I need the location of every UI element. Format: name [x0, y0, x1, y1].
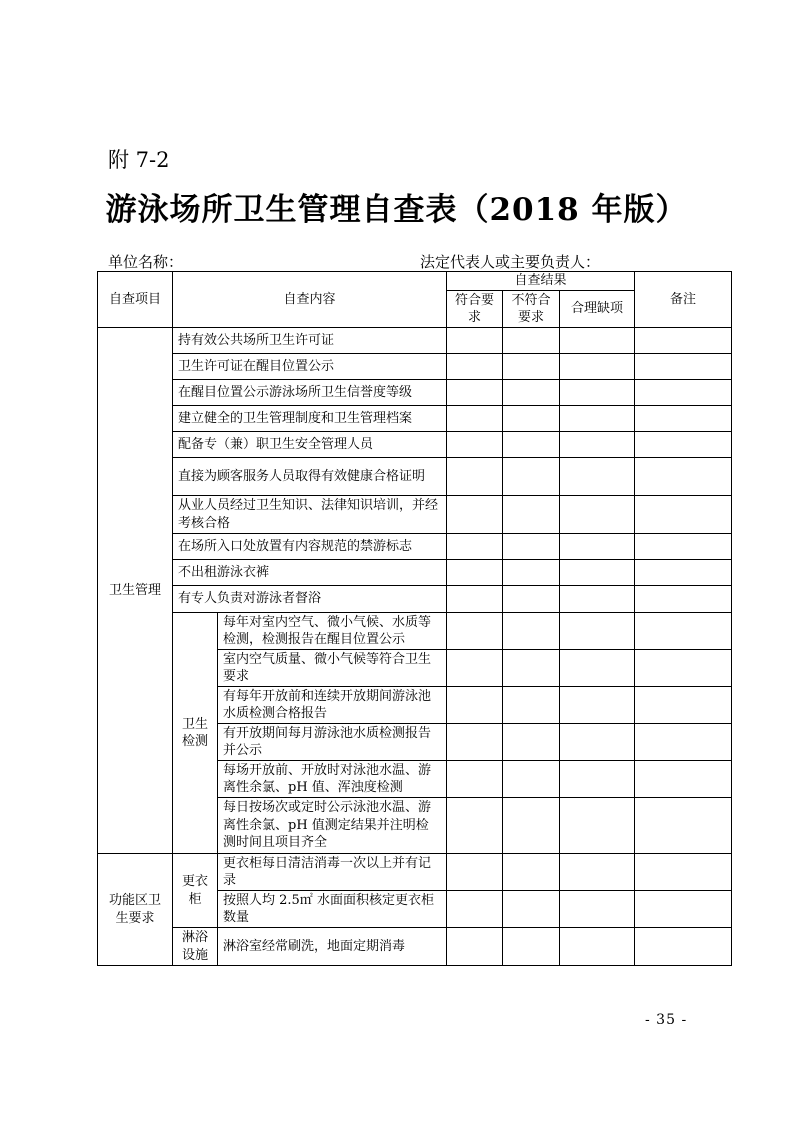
fail-cell[interactable]: [503, 432, 560, 458]
fail-cell[interactable]: [503, 687, 560, 724]
pass-cell[interactable]: [447, 458, 503, 496]
na-cell[interactable]: [560, 380, 635, 406]
check-item: 卫生许可证在醒目位置公示: [173, 354, 447, 380]
page-number: - 35 -: [645, 1012, 688, 1028]
check-item: 按照人均 2.5㎡ 水面面积核定更衣柜数量: [218, 891, 447, 928]
group-hygiene-management: 卫生管理: [98, 328, 173, 854]
pass-cell[interactable]: [447, 724, 503, 761]
check-item: 配备专（兼）职卫生安全管理人员: [173, 432, 447, 458]
remark-cell[interactable]: [635, 798, 732, 854]
check-item: 从业人员经过卫生知识、法律知识培训，并经考核合格: [173, 496, 447, 534]
na-cell[interactable]: [560, 928, 635, 966]
remark-cell[interactable]: [635, 458, 732, 496]
na-cell[interactable]: [560, 798, 635, 854]
header-content: 自查内容: [173, 272, 447, 328]
self-check-table: [97, 271, 732, 966]
fail-cell[interactable]: [503, 798, 560, 854]
fail-cell[interactable]: [503, 586, 560, 613]
fail-cell[interactable]: [503, 380, 560, 406]
pass-cell[interactable]: [447, 613, 503, 650]
header-fail: 不符合要求: [503, 291, 560, 328]
pass-cell[interactable]: [447, 854, 503, 891]
na-cell[interactable]: [560, 354, 635, 380]
check-item: 有开放期间每月游泳池水质检测报告并公示: [218, 724, 447, 761]
check-item: 淋浴室经常刷洗，地面定期消毒: [218, 928, 447, 966]
na-cell[interactable]: [560, 432, 635, 458]
remark-cell[interactable]: [635, 406, 732, 432]
na-cell[interactable]: [560, 650, 635, 687]
header-result: 自查结果: [447, 272, 635, 291]
header-pass: 符合要求: [447, 291, 503, 328]
remark-cell[interactable]: [635, 534, 732, 560]
fail-cell[interactable]: [503, 650, 560, 687]
remark-cell[interactable]: [635, 891, 732, 928]
subgroup-shower: 淋浴设施: [173, 928, 218, 966]
na-cell[interactable]: [560, 586, 635, 613]
check-item: 在场所入口处放置有内容规范的禁游标志: [173, 534, 447, 560]
pass-cell[interactable]: [447, 354, 503, 380]
pass-cell[interactable]: [447, 687, 503, 724]
fail-cell[interactable]: [503, 724, 560, 761]
pass-cell[interactable]: [447, 432, 503, 458]
pass-cell[interactable]: [447, 406, 503, 432]
fail-cell[interactable]: [503, 354, 560, 380]
page-title: 游泳场所卫生管理自查表（2018 年版）: [105, 192, 688, 228]
remark-cell[interactable]: [635, 380, 732, 406]
na-cell[interactable]: [560, 560, 635, 586]
remark-cell[interactable]: [635, 560, 732, 586]
fail-cell[interactable]: [503, 458, 560, 496]
fail-cell[interactable]: [503, 891, 560, 928]
remark-cell[interactable]: [635, 650, 732, 687]
check-item: 不出租游泳衣裤: [173, 560, 447, 586]
group-functional-area: 功能区卫生要求: [98, 854, 173, 966]
check-item: 有每年开放前和连续开放期间游泳池水质检测合格报告: [218, 687, 447, 724]
check-item: 每场开放前、开放时对泳池水温、游离性余氯、pH 值、浑浊度检测: [218, 761, 447, 798]
header-item: 自查项目: [98, 272, 173, 328]
fail-cell[interactable]: [503, 560, 560, 586]
pass-cell[interactable]: [447, 891, 503, 928]
subgroup-hygiene-testing: 卫生检测: [173, 613, 218, 854]
na-cell[interactable]: [560, 534, 635, 560]
check-item: 室内空气质量、微小气候等符合卫生要求: [218, 650, 447, 687]
page-label: 附 7-2: [108, 148, 170, 172]
remark-cell[interactable]: [635, 687, 732, 724]
remark-cell[interactable]: [635, 724, 732, 761]
na-cell[interactable]: [560, 613, 635, 650]
fail-cell[interactable]: [503, 928, 560, 966]
check-item: 直接为顾客服务人员取得有效健康合格证明: [173, 458, 447, 496]
fail-cell[interactable]: [503, 761, 560, 798]
fail-cell[interactable]: [503, 406, 560, 432]
fail-cell[interactable]: [503, 328, 560, 354]
check-item: 持有效公共场所卫生许可证: [173, 328, 447, 354]
remark-cell[interactable]: [635, 586, 732, 613]
subgroup-locker: 更衣柜: [173, 854, 218, 928]
check-item: 有专人负责对游泳者督浴: [173, 586, 447, 613]
na-cell[interactable]: [560, 328, 635, 354]
remark-cell[interactable]: [635, 432, 732, 458]
fail-cell[interactable]: [503, 496, 560, 534]
header-remark: 备注: [635, 272, 732, 328]
na-cell[interactable]: [560, 458, 635, 496]
na-cell[interactable]: [560, 687, 635, 724]
pass-cell[interactable]: [447, 328, 503, 354]
pass-cell[interactable]: [447, 496, 503, 534]
unit-name-label: 单位名称：: [108, 253, 184, 271]
remark-cell[interactable]: [635, 496, 732, 534]
na-cell[interactable]: [560, 891, 635, 928]
remark-cell[interactable]: [635, 354, 732, 380]
na-cell[interactable]: [560, 854, 635, 891]
pass-cell[interactable]: [447, 586, 503, 613]
pass-cell[interactable]: [447, 650, 503, 687]
check-item: 每年对室内空气、微小气候、水质等检测，检测报告在醒目位置公示: [218, 613, 447, 650]
fail-cell[interactable]: [503, 854, 560, 891]
check-item: 建立健全的卫生管理制度和卫生管理档案: [173, 406, 447, 432]
fail-cell[interactable]: [503, 613, 560, 650]
check-item: 在醒目位置公示游泳场所卫生信誉度等级: [173, 380, 447, 406]
pass-cell[interactable]: [447, 560, 503, 586]
pass-cell[interactable]: [447, 380, 503, 406]
na-cell[interactable]: [560, 761, 635, 798]
remark-cell[interactable]: [635, 761, 732, 798]
na-cell[interactable]: [560, 496, 635, 534]
check-item: 更衣柜每日清洁消毒一次以上并有记录: [218, 854, 447, 891]
remark-cell[interactable]: [635, 928, 732, 966]
na-cell[interactable]: [560, 406, 635, 432]
fail-cell[interactable]: [503, 534, 560, 560]
header-na: 合理缺项: [560, 291, 635, 328]
remark-cell[interactable]: [635, 328, 732, 354]
na-cell[interactable]: [560, 724, 635, 761]
pass-cell[interactable]: [447, 928, 503, 966]
remark-cell[interactable]: [635, 854, 732, 891]
check-item: 每日按场次或定时公示泳池水温、游离性余氯、pH 值测定结果并注明检测时间且项目齐全: [218, 798, 447, 854]
legal-rep-label: 法定代表人或主要负责人：: [420, 253, 601, 271]
remark-cell[interactable]: [635, 613, 732, 650]
pass-cell[interactable]: [447, 534, 503, 560]
pass-cell[interactable]: [447, 761, 503, 798]
pass-cell[interactable]: [447, 798, 503, 854]
